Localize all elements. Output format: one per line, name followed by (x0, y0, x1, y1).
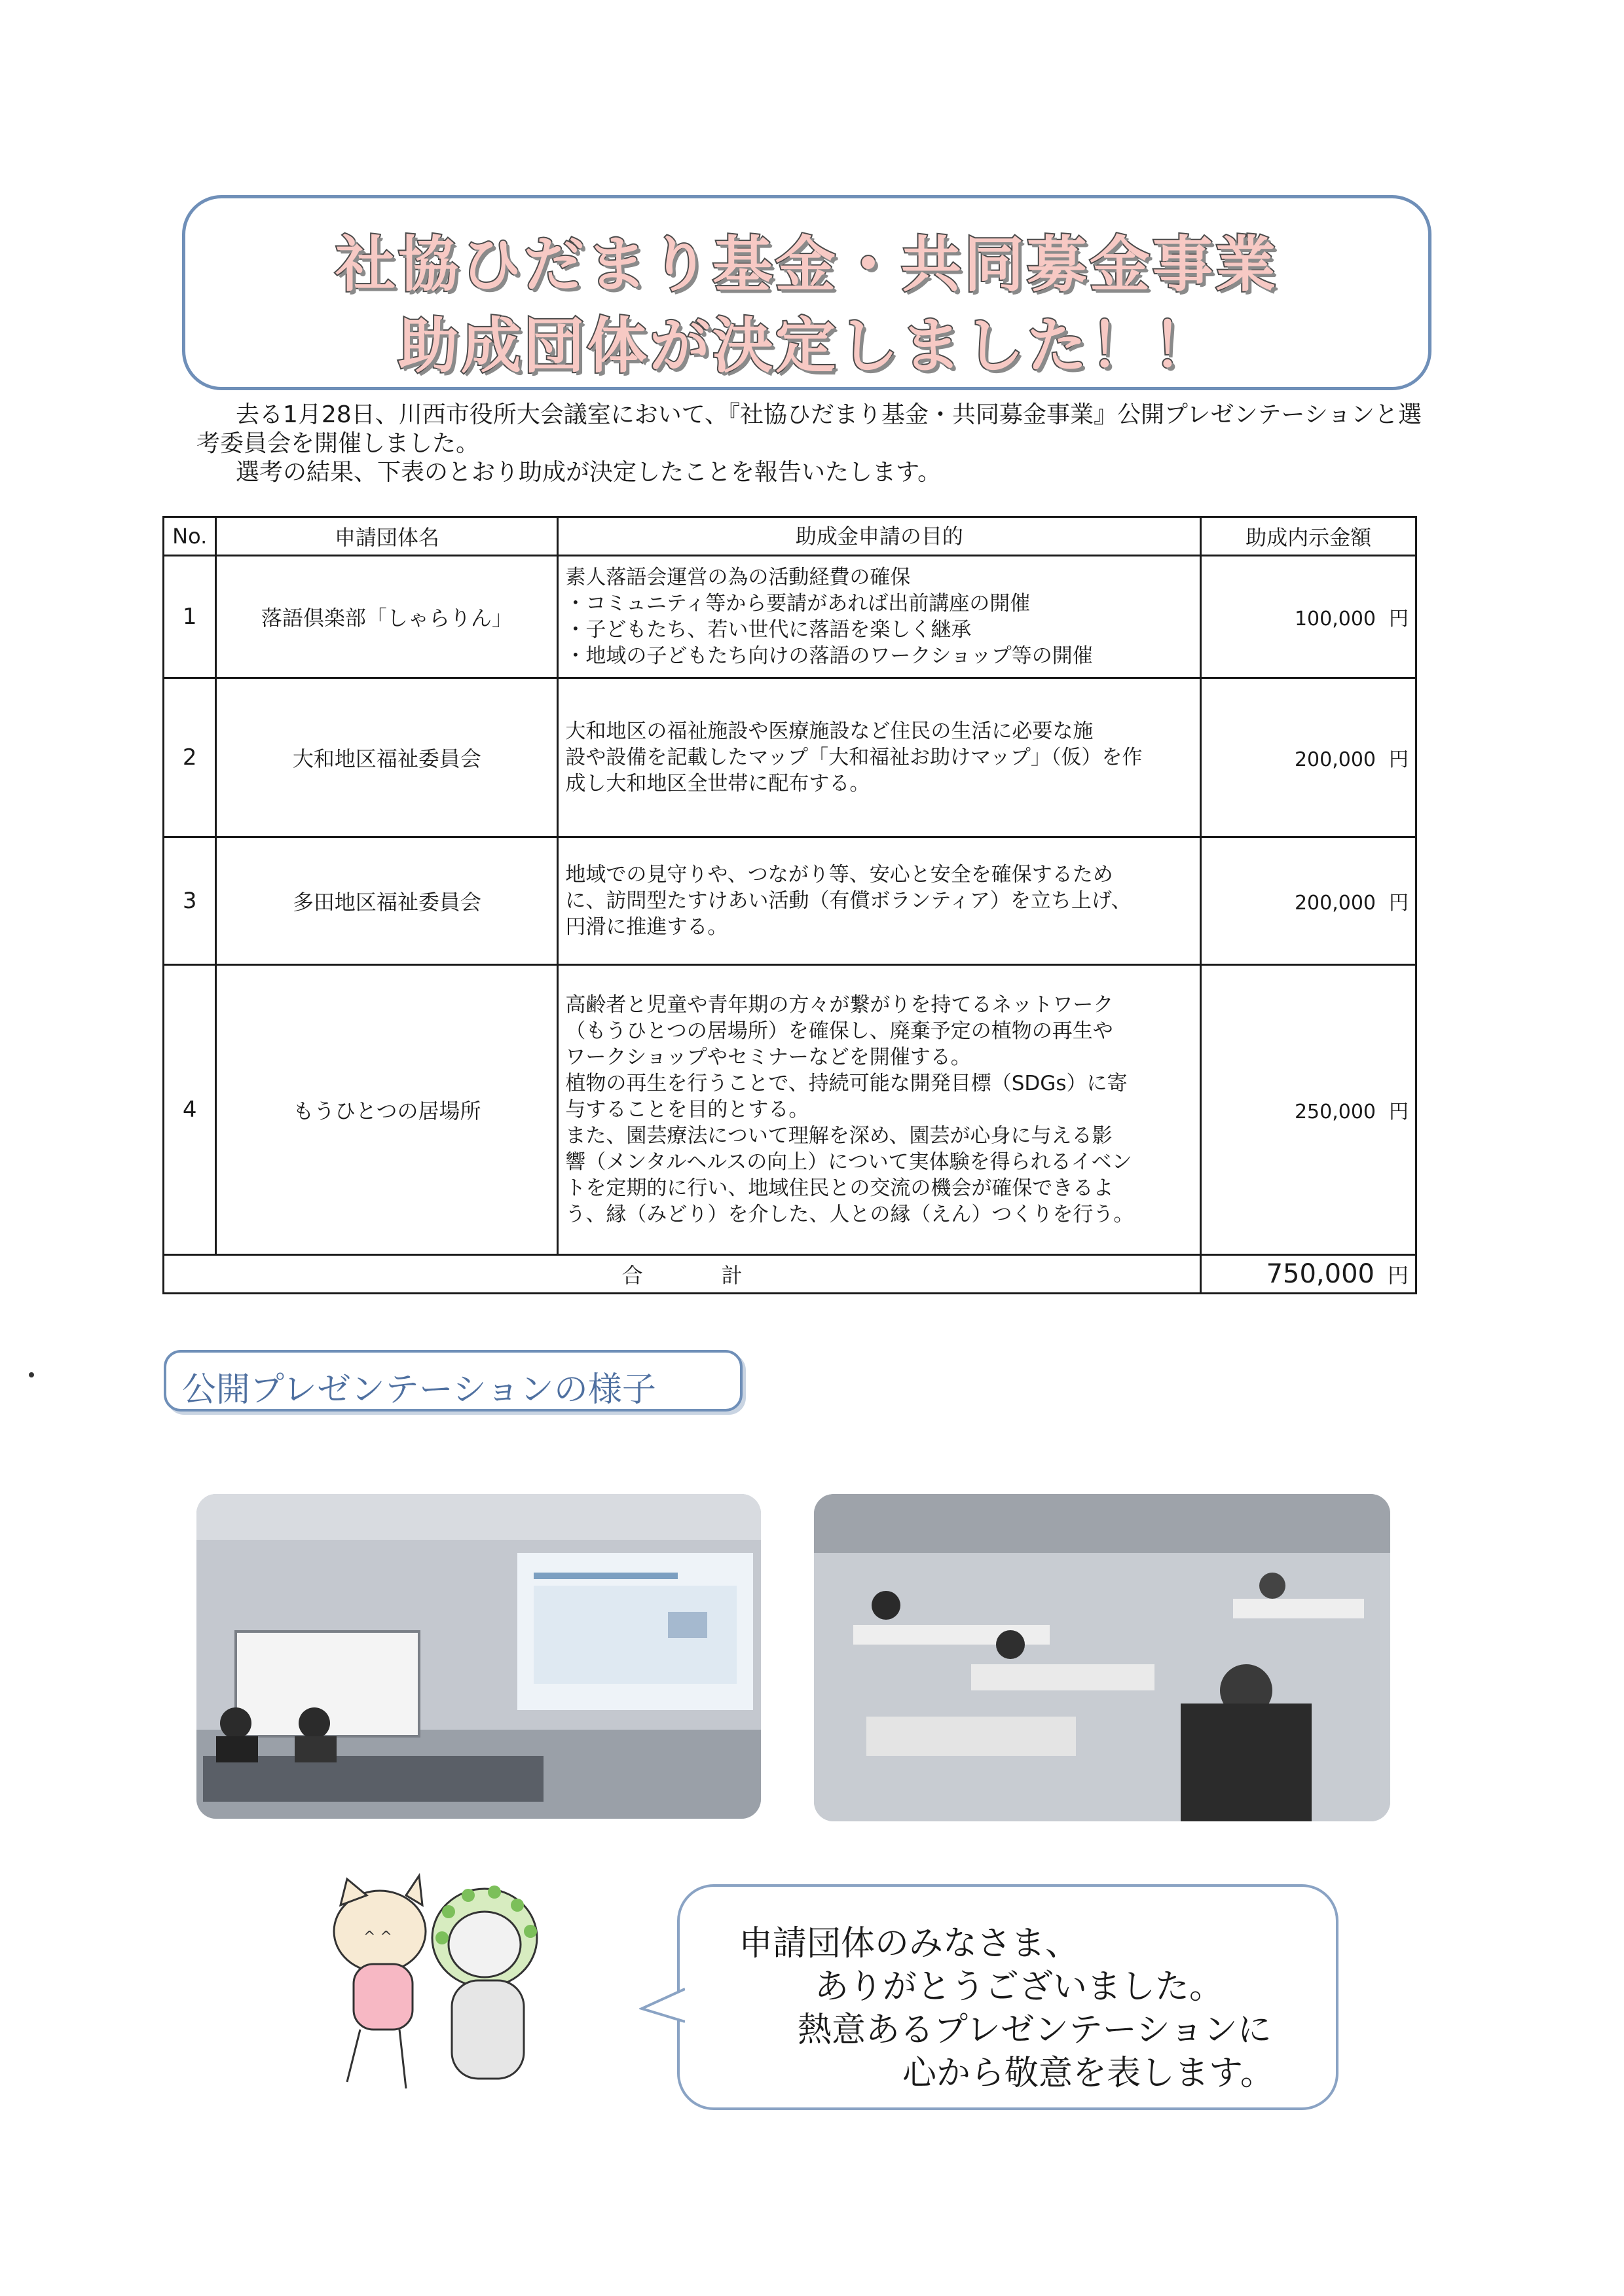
row-purpose (558, 965, 1201, 1255)
row-no: 2 (164, 678, 216, 837)
purpose-line: 円滑に推進する。 (565, 915, 728, 939)
bubble-text (739, 1922, 1274, 2095)
mascot-illustration (308, 1866, 570, 2108)
purpose-line: ・子どもたち、若い世代に落語を楽しく継承 (565, 618, 972, 642)
bubble-line-3: 熱意あるプレゼンテーションに (798, 2011, 1272, 2050)
table-row (164, 837, 1416, 965)
total-label-a: 合 (621, 1263, 643, 1288)
table-row (164, 965, 1416, 1255)
row-no: 4 (164, 965, 216, 1255)
audience-photo-illustration (814, 1494, 1390, 1821)
row-amount (1201, 556, 1416, 678)
message-bubble (677, 1884, 1338, 2110)
purpose-line: また、園芸療法について理解を深め、園芸が心身に与える影 (565, 1124, 1113, 1148)
table-row (164, 556, 1416, 678)
intro-paragraph-2: 選考の結果、下表のとおり助成が決定したことを報告いたします。 (236, 459, 942, 486)
purpose-line: う、縁（みどり）を介した、人との縁（えん）つくりを行う。 (565, 1203, 1134, 1226)
bubble-line-1: 申請団体のみなさま、 (739, 1924, 1080, 1963)
total-amount-value: 750,000 (1266, 1259, 1375, 1289)
amount-unit: 円 (1389, 1101, 1409, 1123)
intro-paragraph-1: 去る1月28日、川西市役所大会議室において、『社協ひだまり基金・共同募金事業』公開プレゼンテーションと選考委員会を開催しました。 (196, 401, 1422, 457)
purpose-line: 大和地区の福祉施設や医療施設など住民の生活に必要な施 (565, 720, 1094, 743)
purpose-line: ワークショップやセミナーなどを開催する。 (565, 1046, 971, 1069)
amount-value: 200,000 (1294, 892, 1376, 915)
purpose-line: ・地域の子どもたち向けの落語のワークショップ等の開催 (565, 644, 1093, 668)
amount-unit: 円 (1389, 892, 1409, 915)
amount-unit: 円 (1389, 608, 1409, 630)
grants-table (162, 516, 1417, 1294)
purpose-line: 与することを目的とする。 (565, 1098, 809, 1121)
svg-text:^ ^: ^ ^ (363, 1929, 392, 1945)
section-label: 公開プレゼンテーションの様子 (164, 1350, 743, 1412)
row-amount (1201, 678, 1416, 837)
total-label (164, 1255, 1201, 1294)
row-purpose (558, 837, 1201, 965)
mascot-drawing (308, 1866, 570, 2108)
row-no: 1 (164, 556, 216, 678)
bubble-line-2: ありがとうございました。 (815, 1967, 1224, 2007)
total-label-b: 計 (721, 1263, 743, 1288)
total-amount (1201, 1255, 1416, 1294)
purpose-line: ・コミュニティ等から要請があれば出前講座の開催 (565, 592, 1031, 615)
intro-text (196, 401, 1434, 487)
header-purpose: 助成金申請の目的 (558, 517, 1201, 556)
row-name: 多田地区福祉委員会 (216, 837, 558, 965)
amount-value: 100,000 (1294, 608, 1376, 630)
scan-dot (29, 1372, 34, 1377)
purpose-line: （もうひとつの居場所）を確保し、廃棄予定の植物の再生や (565, 1019, 1113, 1043)
row-purpose (558, 678, 1201, 837)
row-name: 落語倶楽部「しゃらりん」 (216, 556, 558, 678)
row-amount (1201, 837, 1416, 965)
purpose-line: 植物の再生を行うことで、持続可能な開発目標（SDGs）に寄 (565, 1072, 1128, 1095)
purpose-line: 設や設備を記載したマップ「大和福祉お助けマップ」（仮）を作 (565, 746, 1143, 769)
row-name: 大和地区福祉委員会 (216, 678, 558, 837)
total-amount-unit: 円 (1387, 1263, 1409, 1288)
title-banner (182, 195, 1431, 390)
amount-value: 250,000 (1294, 1101, 1376, 1123)
presentation-photo (196, 1494, 761, 1819)
title-line-2: 助成団体が決定しました！！ (397, 311, 1215, 381)
header-no: No. (164, 517, 216, 556)
row-no: 3 (164, 837, 216, 965)
purpose-line: 高齢者と児童や青年期の方々が繋がりを持てるネットワーク (565, 993, 1114, 1017)
bubble-line-4: 心から敬意を表します。 (902, 2054, 1274, 2093)
row-purpose (558, 556, 1201, 678)
header-name: 申請団体名 (216, 517, 558, 556)
title-line-1: 社協ひだまり基金・共同募金事業 (335, 230, 1278, 300)
amount-value: 200,000 (1294, 748, 1376, 771)
row-name: もうひとつの居場所 (216, 965, 558, 1255)
amount-unit: 円 (1389, 748, 1409, 771)
table-total-row (164, 1255, 1416, 1294)
purpose-line: 響（メンタルヘルスの向上）について実体験を得られるイベン (565, 1150, 1132, 1174)
presentation-photo-illustration (196, 1494, 761, 1819)
audience-photo (814, 1494, 1390, 1821)
table-header-row (164, 517, 1416, 556)
purpose-line: 素人落語会運営の為の活動経費の確保 (565, 566, 911, 589)
purpose-line: トを定期的に行い、地域住民との交流の機会が確保できるよ (565, 1176, 1114, 1200)
header-amount: 助成内示金額 (1201, 517, 1416, 556)
row-amount (1201, 965, 1416, 1255)
table-row (164, 678, 1416, 837)
purpose-line: 地域での見守りや、つながり等、安心と安全を確保するため (565, 863, 1113, 886)
purpose-line: に、訪問型たすけあい活動（有償ボランティア）を立ち上げ、 (565, 889, 1132, 913)
purpose-line: 成し大和地区全世帯に配布する。 (565, 772, 870, 795)
bubble-tail (639, 1985, 685, 2031)
